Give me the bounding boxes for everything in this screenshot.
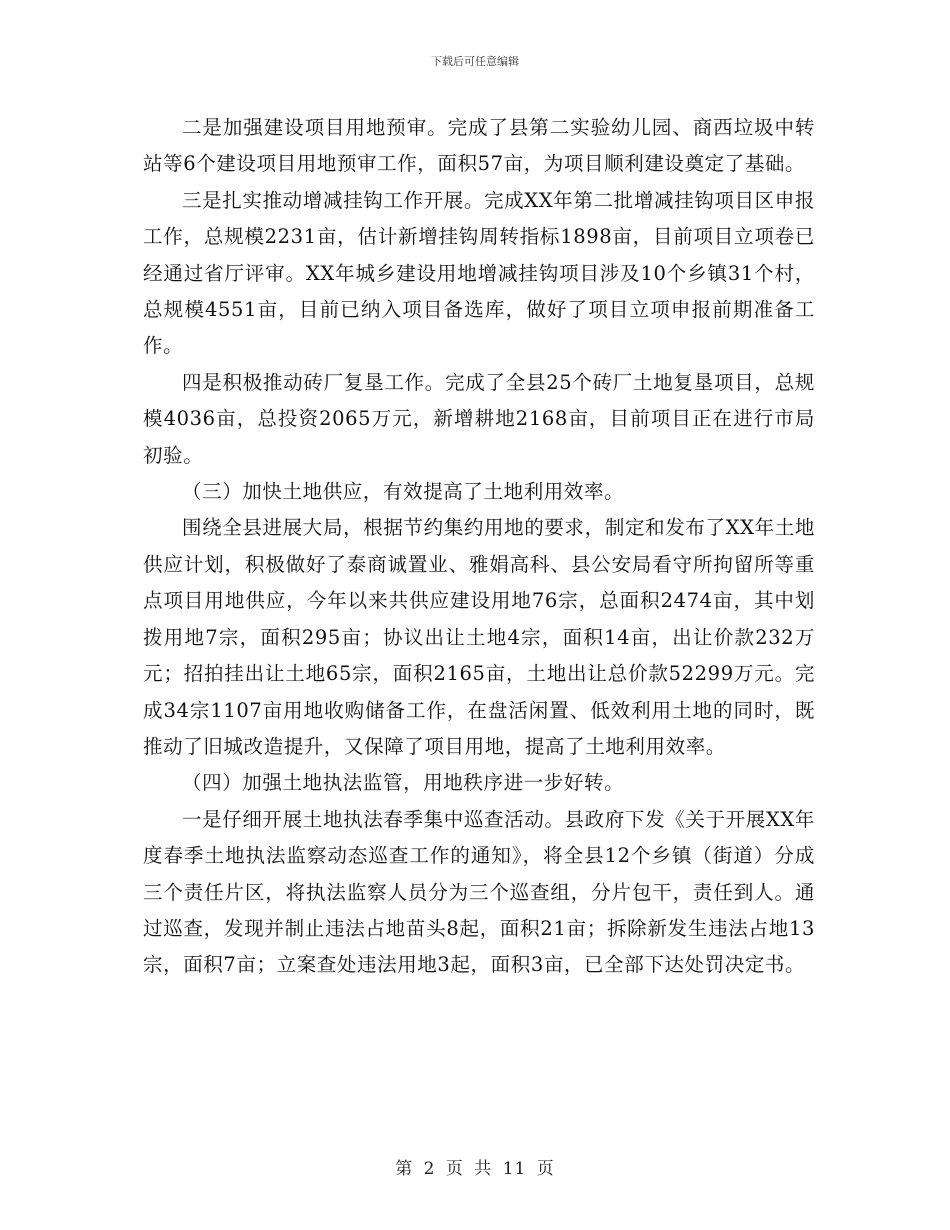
paragraph-5: 一是仔细开展土地执法春季集中巡查活动。县政府下发《关于开展XX年度春季土地执法监察动态巡查工作的通知》，将全县12个乡镇（街道）分成三个责任片区，将执法监察人员分为三个巡查组，分片包干，责任到人。通过巡查，发现并制止违法占地苗头8起，面积21亩；拆除新发生违法占地13宗，面积7亩；立案查处违法用地3起，面积3亩，已全部下达处罚决定书。: [143, 807, 815, 977]
section-heading-4: （四）加强土地执法监管，用地秩序进一步好转。: [182, 771, 625, 795]
paragraph-2: 三是扎实推动增减挂钩工作开展。完成XX年第二批增减挂钩项目区申报工作，总规模2231亩，估计新增挂钩周转指标1898亩，目前项目立项卷已经通过省厅评审。XX年城乡建设用地增减挂钩项目涉及10个乡镇31个村，总规模4551亩，目前已纳入项目备选库，做好了项目立项申报前期准备工作。: [143, 188, 815, 358]
page-footer: 第 2 页 共 11 页: [395, 1159, 555, 1179]
section-heading-3: （三）加快土地供应，有效提高了土地利用效率。: [182, 480, 625, 504]
document-body: [143, 110, 815, 984]
page-header: 下载后可任意编辑: [431, 55, 519, 68]
paragraph-4: 围绕全县进展大局，根据节约集约用地的要求，制定和发布了XX年土地供应计划，积极做好了泰商诚置业、雅娟高科、县公安局看守所拘留所等重点项目用地供应，今年以来共供应建设用地76宗，总面积2474亩，其中划拨用地7宗，面积295亩；协议出让土地4宗，面积14亩，出让价款232万元；招拍挂出让土地65宗，面积2165亩，土地出让总价款52299万元。完成34宗1107亩用地收购储备工作，在盘活闲置、低效利用土地的同时，既推动了旧城改造提升，又保障了项目用地，提高了土地利用效率。: [143, 516, 815, 758]
paragraph-3: 四是积极推动砖厂复垦工作。完成了全县25个砖厂土地复垦项目，总规模4036亩，总投资2065万元，新增耕地2168亩，目前项目正在进行市局初验。: [143, 370, 815, 467]
paragraph-1: 二是加强建设项目用地预审。完成了县第二实验幼儿园、商西垃圾中转站等6个建设项目用地预审工作，面积57亩，为项目顺利建设奠定了基础。: [143, 116, 815, 176]
